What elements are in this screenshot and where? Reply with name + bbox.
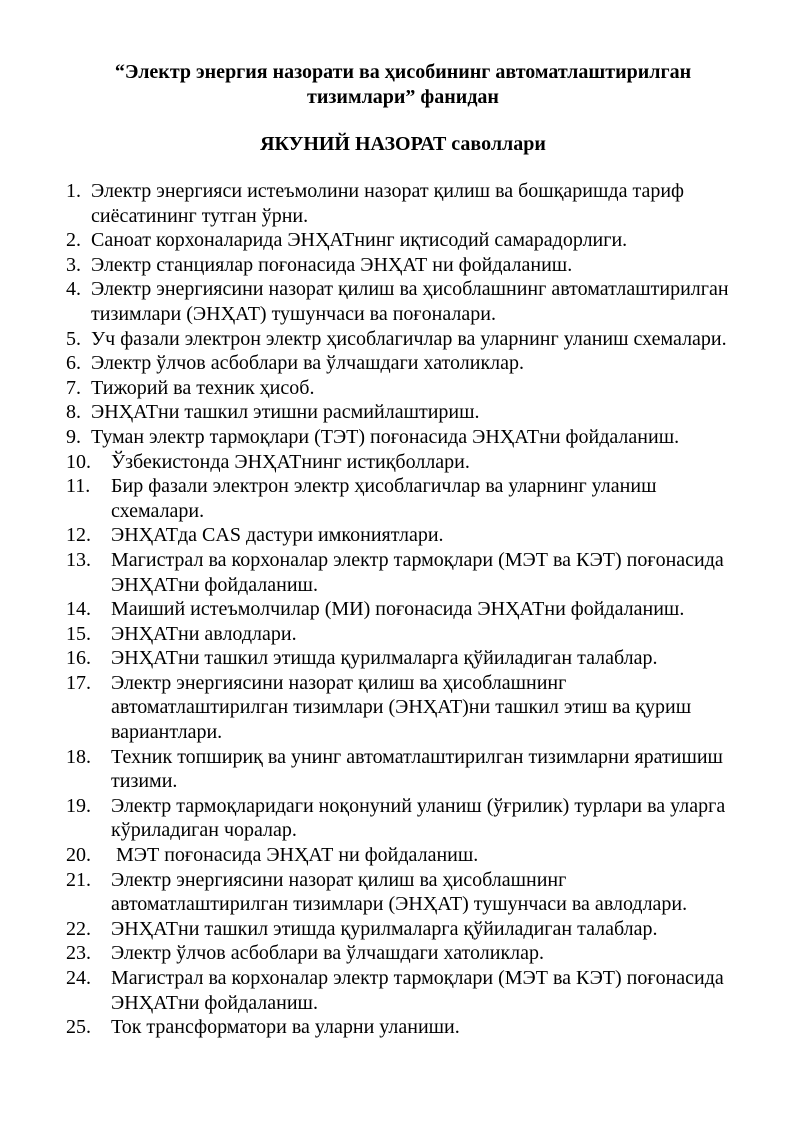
list-item — [66, 941, 740, 966]
item-text: ЭНҲАТни авлодлари. — [111, 622, 297, 645]
item-text: Электр станциялар поғонасида ЭНҲАТ ни фойдаланиш. — [91, 253, 573, 276]
item-text: Электр тармоқларидаги ноқонуний уланиш (ўғрилик) турлари ва уларга кўриладиган чоралар. — [111, 794, 726, 842]
list-item — [66, 966, 740, 1015]
item-text: Магистрал ва корхоналар электр тармоқлари (МЭТ ва КЭТ) поғонасида ЭНҲАТни фойдаланиш. — [111, 548, 724, 596]
item-number: 13. — [66, 548, 91, 571]
item-number: 7. — [66, 376, 81, 399]
list-item — [66, 843, 740, 868]
list-item — [66, 548, 740, 597]
item-text: Электр энергиясини назорат қилиш ва ҳисоблашнинг автоматлаштирилган тизимлари (ЭНҲАТ) тушунчаси ва авлодлари. — [111, 868, 688, 916]
question-list — [66, 179, 740, 1040]
item-text: Саноат корхоналарида ЭНҲАТнинг иқтисодий самарадорлиги. — [91, 229, 628, 252]
item-text: ЭНҲАТни ташкил этишда қурилмаларга қўйиладиган талаблар. — [111, 917, 658, 940]
list-item — [66, 523, 740, 548]
item-text: Ўзбекистонда ЭНҲАТнинг истиқболлари. — [111, 450, 470, 473]
item-text: Техник топшириқ ва унинг автоматлаштирилган тизимларни яратишиш тизими. — [111, 745, 723, 793]
item-number: 17. — [66, 671, 91, 694]
list-item — [66, 228, 740, 253]
item-number: 22. — [66, 917, 91, 940]
item-number: 18. — [66, 745, 91, 768]
item-number: 2. — [66, 229, 81, 252]
item-number: 3. — [66, 253, 81, 276]
item-text: Электр ўлчов асбоблари ва ўлчашдаги хатоликлар. — [91, 352, 525, 375]
list-item — [66, 277, 740, 326]
list-item — [66, 474, 740, 523]
list-item — [66, 327, 740, 352]
list-item — [66, 450, 740, 475]
item-text: Электр ўлчов асбоблари ва ўлчашдаги хатоликлар. — [111, 942, 545, 965]
list-item — [66, 425, 740, 450]
item-text: МЭТ поғонасида ЭНҲАТ ни фойдаланиш. — [111, 844, 479, 867]
item-text: Уч фазали электрон электр ҳисоблагичлар ва уларнинг уланиш схемалари. — [91, 327, 727, 350]
list-item — [66, 646, 740, 671]
item-text: ЭНҲАТни ташкил этишни расмийлаштириш. — [91, 401, 480, 424]
item-text: Бир фазали электрон электр ҳисоблагичлар ва уларнинг уланиш схемалари. — [111, 475, 657, 522]
document-subtitle — [66, 132, 740, 157]
item-number: 1. — [66, 180, 81, 202]
item-number: 5. — [66, 327, 81, 350]
item-number: 6. — [66, 352, 81, 375]
item-text: Электр энергиясини назорат қилиш ва ҳисоблашнинг автоматлаштирилган тизимлари (ЭНҲАТ) тушунчаси ва поғоналари. — [91, 278, 729, 325]
list-item — [66, 376, 740, 401]
list-item — [66, 179, 740, 228]
item-number: 25. — [66, 1016, 91, 1039]
item-number: 19. — [66, 794, 91, 817]
list-item — [66, 622, 740, 647]
item-text: Туман электр тармоқлари (ТЭТ) поғонасида ЭНҲАТни фойдаланиш. — [91, 425, 680, 448]
item-text: Ток трансформатори ва уларни уланиши. — [111, 1016, 460, 1039]
item-text: Тижорий ва техник ҳисоб. — [91, 376, 315, 399]
item-number: 14. — [66, 598, 91, 621]
item-number: 10. — [66, 450, 91, 473]
item-text: ЭНҲАТда CAS дастури имкониятлари. — [111, 524, 444, 547]
item-number: 12. — [66, 524, 91, 547]
item-text: ЭНҲАТни ташкил этишда қурилмаларга қўйиладиган талаблар. — [111, 647, 658, 670]
list-item — [66, 351, 740, 376]
document-title: “Электр энергия назорати ва ҳисобининг автоматлаштирилган тизимлари” фанидан — [114, 61, 692, 108]
list-item — [66, 597, 740, 622]
item-number: 15. — [66, 622, 91, 645]
list-item — [66, 1015, 740, 1040]
item-text: Магистрал ва корхоналар электр тармоқлари (МЭТ ва КЭТ) поғонасида ЭНҲАТни фойдаланиш. — [111, 967, 724, 1014]
list-item — [66, 671, 740, 745]
subtitle-rest: саволлари — [446, 133, 546, 155]
item-number: 20. — [66, 844, 91, 867]
item-number: 16. — [66, 647, 91, 670]
item-text: Электр энергиясини назорат қилиш ва ҳисоблашнинг автоматлаштирилган тизимлари (ЭНҲАТ)ни ташкил этиш ва қуриш вариантлари. — [111, 671, 692, 744]
list-item — [66, 253, 740, 278]
list-item — [66, 917, 740, 942]
item-number: 11. — [66, 475, 91, 498]
list-item — [66, 868, 740, 917]
item-text: Маиший истеъмолчилар (МИ) поғонасида ЭНҲАТни фойдаланиш. — [111, 598, 685, 621]
item-number: 9. — [66, 425, 81, 448]
item-number: 21. — [66, 868, 91, 891]
item-number: 8. — [66, 401, 81, 424]
list-item — [66, 745, 740, 794]
list-item — [66, 794, 740, 843]
item-number: 24. — [66, 967, 91, 989]
item-number: 23. — [66, 942, 91, 965]
list-item — [66, 400, 740, 425]
item-number: 4. — [66, 278, 81, 301]
subtitle-bold: ЯКУНИЙ НАЗОРАТ — [260, 133, 447, 155]
item-text: Электр энергияси истеъмолини назорат қилиш ва бошқаришда тариф сиёсатининг тутган ўрни. — [91, 180, 684, 227]
